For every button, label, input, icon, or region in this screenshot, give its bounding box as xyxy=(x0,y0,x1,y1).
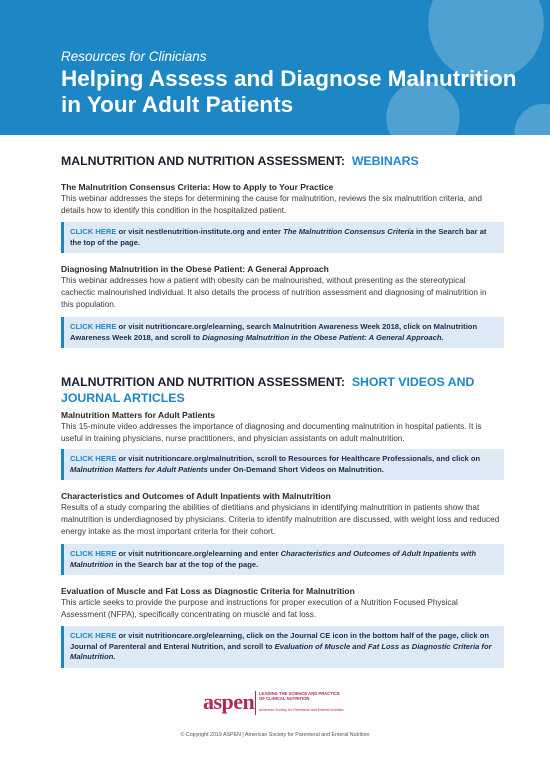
click-here-link[interactable]: CLICK HERE xyxy=(70,549,117,558)
click-here-link[interactable]: CLICK HERE xyxy=(70,322,117,331)
item-title: Malnutrition Matters for Adult Patients xyxy=(61,410,216,420)
section-heading-webinars: MALNUTRITION AND NUTRITION ASSESSMENT: WEBINARS xyxy=(61,154,419,168)
section-accent: SHORT VIDEOS AND JOURNAL ARTICLES xyxy=(61,375,475,405)
item-title: Characteristics and Outcomes of Adult Inpatients with Malnutrition xyxy=(61,491,331,501)
item-title: Evaluation of Muscle and Fat Loss as Diagnostic Criteria for Malnutrition xyxy=(61,586,355,596)
item-body: Results of a study comparing the abilities of dietitians and physicians in identifying malnutrition in patients show that malnutrition is underdiagnosed by physicians. Criteria to identify malnutrition are discussed, with weight loss and reduced energy intake as the most important criteria for their cohort. xyxy=(61,503,500,536)
item-body: This 15-minute video addresses the importance of diagnosing and documenting malnutrition in hospital patients. It is useful in training physicians, nurse practitioners, and physician assistants on adult malnutrition. xyxy=(61,422,482,443)
logo-tagline: LEADING THE SCIENCE AND PRACTICE OF CLINICAL NUTRITION xyxy=(259,691,340,701)
logo-subline: American Society for Parenteral and Enteral Nutrition xyxy=(259,708,344,712)
item-title: The Malnutrition Consensus Criteria: How to Apply to Your Practice xyxy=(61,182,334,192)
click-here-link[interactable]: CLICK HERE xyxy=(70,227,117,236)
callout-box: CLICK HERE or visit nutritioncare.org/malnutrition, scroll to Resources for Healthcare Professionals, and click on Malnutrition Matters for Adult Patients under On-Demand Short Videos on Malnutrition. xyxy=(61,449,504,480)
item-body: This webinar addresses how a patient with obesity can be malnourished, without presenting as the stereotypical cachectic malnourished individual. It also details the process of nutrition assessment and diagnosing of malnutrition in this population. xyxy=(61,276,487,309)
header-kicker: Resources for Clinicians xyxy=(61,49,207,64)
callout-box: CLICK HERE or visit nutritioncare.org/elearning and enter Characteristics and Outcomes of Adult Inpatients with Malnutrition in the Search bar at the top of the page. xyxy=(61,544,504,575)
section-accent: WEBINARS xyxy=(351,154,419,168)
click-here-link[interactable]: CLICK HERE xyxy=(70,454,117,463)
callout-box: CLICK HERE or visit nutritioncare.org/elearning, click on the Journal CE icon in the bottom half of the page, click on Journal of Parenteral and Enteral Nutrition, and scroll to Evaluation of Muscle and Fat Loss as Diagnostic Criteria for Malnutrition. xyxy=(61,626,504,668)
callout-box: CLICK HERE or visit nutritioncare.org/elearning, search Malnutrition Awareness Week 2018, click on Malnutrition Awareness Week 2018, and scroll to Diagnosing Malnutrition in the Obese Patient: A General Approach. xyxy=(61,317,504,348)
logo-divider xyxy=(255,691,256,715)
item-body: This webinar addresses the steps for determining the cause for malnutrition, reviews the six malnutrition criteria, and details how to identify this condition in the hospitalized patient. xyxy=(61,194,482,215)
section-heading-short-videos: MALNUTRITION AND NUTRITION ASSESSMENT: SHORT VIDEOS AND JOURNAL ARTICLES xyxy=(61,375,475,405)
click-here-link[interactable]: CLICK HERE xyxy=(70,631,117,640)
header-banner xyxy=(0,0,550,135)
copyright-footer: © Copyright 2019 ASPEN | American Society for Parenteral and Enteral Nutrition xyxy=(180,732,370,738)
logo-mark: aspen xyxy=(203,689,255,714)
item-body: This article seeks to provide the purpose and instructions for proper execution of a Nutrition Focused Physical Assessment (NFPA), specifically concentrating on muscle and fat loss. xyxy=(61,598,458,619)
item-title: Diagnosing Malnutrition in the Obese Patient: A General Approach xyxy=(61,264,329,274)
page-title: Helping Assess and Diagnose Malnutrition in Your Adult Patients xyxy=(61,66,517,117)
callout-box: CLICK HERE or visit nestlenutrition-institute.org and enter The Malnutrition Consensus Criteria in the Search bar at the top of the page. xyxy=(61,222,504,253)
aspen-logo xyxy=(203,689,343,719)
